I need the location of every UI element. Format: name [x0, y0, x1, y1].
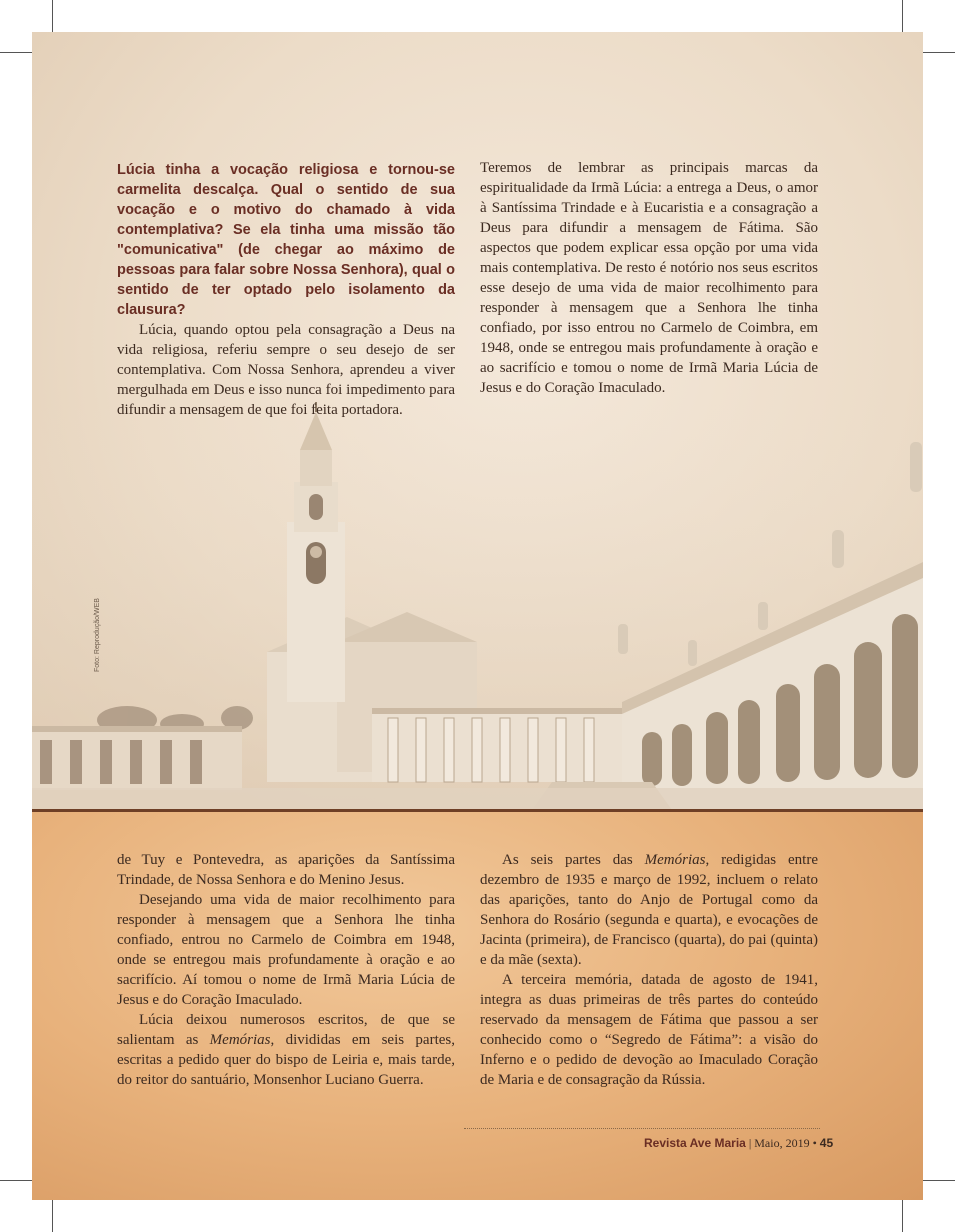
footer-separator: |	[748, 1136, 752, 1150]
page-footer	[644, 1136, 833, 1151]
magazine-name: Revista Ave Maria	[644, 1136, 746, 1150]
body-paragraph: Desejando uma vida de maior recolhimento para responder à mensagem que a Senhora lhe tinha confiado, entrou no Carmelo de Coimbra em 1948, onde se entregou mais profundamente à oração e ao sacrifício. Aí tomou o nome de Irmã Maria Lúcia de Jesus e do Coração Imaculado.	[117, 892, 455, 1008]
footer-rule	[464, 1128, 820, 1129]
magazine-page	[32, 32, 923, 1200]
body-paragraph	[480, 850, 818, 970]
bottom-left-column	[117, 850, 455, 1090]
issue-date: Maio, 2019	[754, 1136, 810, 1150]
top-right-column	[480, 158, 818, 398]
answer-paragraph: Teremos de lembrar as principais marcas da espiritualidade da Irmã Lúcia: a entrega a Deus, o amor à Santíssima Trindade e à Eucaristia e a consagração a Deus para difundir a mensagem de Fátima. São aspectos que podem explicar essa opção por uma vida mais contemplativa. De resto é notório nos seus escritos esse desejo de uma vida de maior recolhimento para responder à mensagem que a Senhora lhe tinha confiado, por isso entrou no Carmelo de Coimbra, em 1948, onde se entregou mais profundamente à oração e ao sacrifício e tomou o nome de Irmã Maria Lúcia de Jesus e do Coração Imaculado.	[480, 160, 818, 396]
interview-question: Lúcia tinha a vocação religiosa e tornou-se carmelita descalça. Qual o sentido de sua vocação e o motivo do chamado à vida contemplativa? Se ela tinha uma missão tão "comunicativa" (de chegar ao máximo de pessoas para falar sobre Nossa Senhora), qual o sentido de ter optado pelo isolamento da clausura?	[117, 162, 455, 318]
top-left-column	[117, 160, 455, 420]
text-run: , redigidas entre dezembro de 1935 e março de 1992, incluem o relato das aparições, tanto do Anjo de Portugal como da Senhora do Rosário (segunda e quarta), e evocações de Jacinta (primeira), de Francisco (quarta), do pai (quinta) e da mãe (sexta).	[480, 852, 819, 968]
bottom-right-column	[480, 850, 818, 1090]
body-paragraph	[117, 1010, 455, 1090]
sanctuary-photo	[32, 402, 923, 810]
text-run: As seis partes das	[502, 852, 645, 868]
body-paragraph: de Tuy e Pontevedra, as aparições da Santíssima Trindade, de Nossa Senhora e do Menino Jesus.	[117, 852, 455, 888]
text-run: , divididas em seis partes, escritas a pedido quer do bispo de Leiria e, mais tarde, do reitor do santuário, Monsenhor Luciano Guerra.	[117, 1032, 456, 1088]
book-title: Memórias	[644, 852, 706, 868]
page-number: 45	[819, 1136, 834, 1150]
photo-credit: Foto: Reprodução/WEB	[94, 598, 101, 672]
footer-bullet: •	[812, 1136, 817, 1150]
body-paragraph: A terceira memória, datada de agosto de 1941, integra as duas primeiras de três partes do conteúdo reservado da mensagem de Fátima que passou a ser conhecido como o “Segredo de Fátima”: a visão do Inferno e o pedido de devoção ao Imaculado Coração de Maria e de consagração da Rússia.	[480, 972, 818, 1088]
answer-paragraph: Lúcia, quando optou pela consagração a Deus na vida religiosa, referiu sempre o seu desejo de ser contemplativa. Com Nossa Senhora, aprendeu a viver mergulhada em Deus e isso nunca foi impedimento para difundir a mensagem de que foi feita portadora.	[117, 322, 455, 418]
text-run: Lúcia deixou numerosos escritos, de que se salientam as	[117, 1012, 455, 1048]
book-title: Memórias	[209, 1032, 271, 1048]
